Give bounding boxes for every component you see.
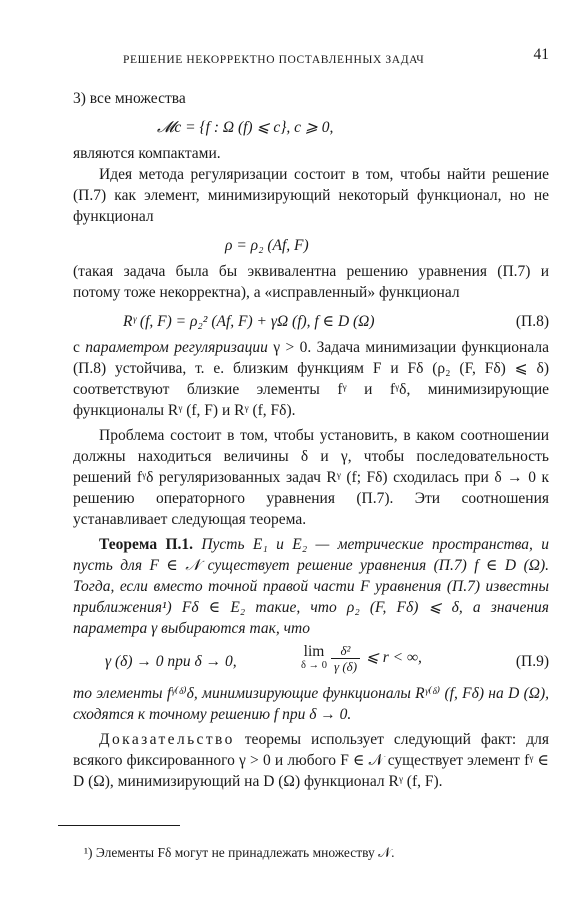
footnote-divider [58, 825, 180, 826]
fraction-numerator: δ² [331, 643, 360, 659]
paragraph-corrected-functional: (такая задача была бы эквивалентна решению уравнения (П.7) и потому тоже некорректна), а «исправленный» функционал [73, 263, 549, 301]
equation-p9 [73, 639, 549, 679]
equation-m-set: 𝓜c = {f : Ω (f) ⩽ c}, c ⩾ 0, [157, 119, 334, 136]
theorem-p1 [73, 534, 549, 639]
page-header [73, 40, 549, 66]
footnote: ¹) Элементы Fδ могут не принадлежать множеству 𝒩. [84, 845, 395, 860]
running-title: РЕШЕНИЕ НЕКОРРЕКТНО ПОСТАВЛЕННЫХ ЗАДАЧ [123, 54, 425, 66]
regularization-parameter-term: параметром регуляризации [85, 339, 268, 356]
equation-p8-text: Rᵞ (f, F) = ρ₂² (Af, F) + γΩ (f), f ∈ D (Ω) [123, 313, 375, 330]
equation-rho-text: ρ = ρ₂ (Af, F) [225, 237, 309, 254]
equation-p9-left: γ (δ) → 0 при δ → 0, [105, 653, 237, 670]
item-3: 3) все множества [73, 90, 186, 107]
limit-subscript: δ → 0 [301, 659, 327, 671]
fraction-delta-gamma [331, 643, 360, 674]
theorem-conclusion: то элементы fᵞ⁽ᵟ⁾δ, минимизирующие функционалы Rᵞ⁽ᵟ⁾ (f, Fδ) на D (Ω), сходятся к точному решению f при δ → 0. [73, 685, 549, 723]
equation-compact-sets [73, 109, 549, 143]
equation-p9-right: ⩽ r < ∞, [365, 649, 422, 667]
paragraph-regularization-parameter [73, 337, 549, 421]
equation-p8 [73, 303, 549, 337]
page-content [73, 40, 549, 792]
limit-word: lim [303, 642, 325, 660]
fraction-denominator: γ (δ) [333, 659, 358, 674]
paragraph-regularization-idea: Идея метода регуляризации состоит в том, чтобы найти решение (П.7) как элемент, минимизирующий некоторый функционал, но не функционал [73, 166, 549, 225]
equation-p9-tag: (П.9) [515, 653, 549, 670]
equation-p9-limit [301, 643, 422, 674]
p3-start: с [73, 339, 86, 356]
proof-text: теоремы использует следующий факт: для всякого фиксированного γ > 0 и любого F ∈ 𝒩 существует элемент fᵞ ∈ D (Ω), минимизирующий на D (Ω) функционал Rᵞ (f, F). [73, 731, 549, 790]
p3-rest: γ > 0. Задача минимизации функционала (П.8) устойчива, т. е. близким функциям F и Fδ (ρ₂ (F, Fδ) ⩽ δ) соответствуют близкие элементы fᵞ и fᵞδ, минимизирующие функционалы Rᵞ (f, F) и Rᵞ (f, Fδ). [73, 339, 549, 419]
theorem-statement: Пусть E₁ и E₂ — метрические пространства, и пусть для F ∈ 𝒩 существует решение уравнения (П.7) f ∈ D (Ω). Тогда, если вместо точной правой части F уравнения (П.7) известны приближения¹) Fδ ∈ E₂ такие, что ρ₂ (F, Fδ) ⩽ δ, а значения параметра γ выбираются так, что [73, 536, 549, 637]
theorem-label: Теорема П.1. [99, 536, 193, 553]
paragraph-problem: Проблема состоит в том, чтобы установить, в каком соотношении должны находиться величины δ и γ, чтобы последовательность решений fᵞδ регуляризованных задач Rᵞ (f; Fδ) сходилась при δ → 0 к решению операторного уравнения (П.7). Эти соотношения устанавливает следующая теорема. [73, 427, 549, 528]
page-number: 41 [533, 46, 549, 63]
limit-operator [301, 642, 327, 673]
proof-word: Доказательство [99, 731, 235, 748]
paragraph-proof [73, 729, 549, 792]
equation-p8-tag: (П.8) [515, 313, 549, 330]
compact-line: являются компактами. [73, 145, 221, 162]
equation-rho [73, 227, 549, 261]
